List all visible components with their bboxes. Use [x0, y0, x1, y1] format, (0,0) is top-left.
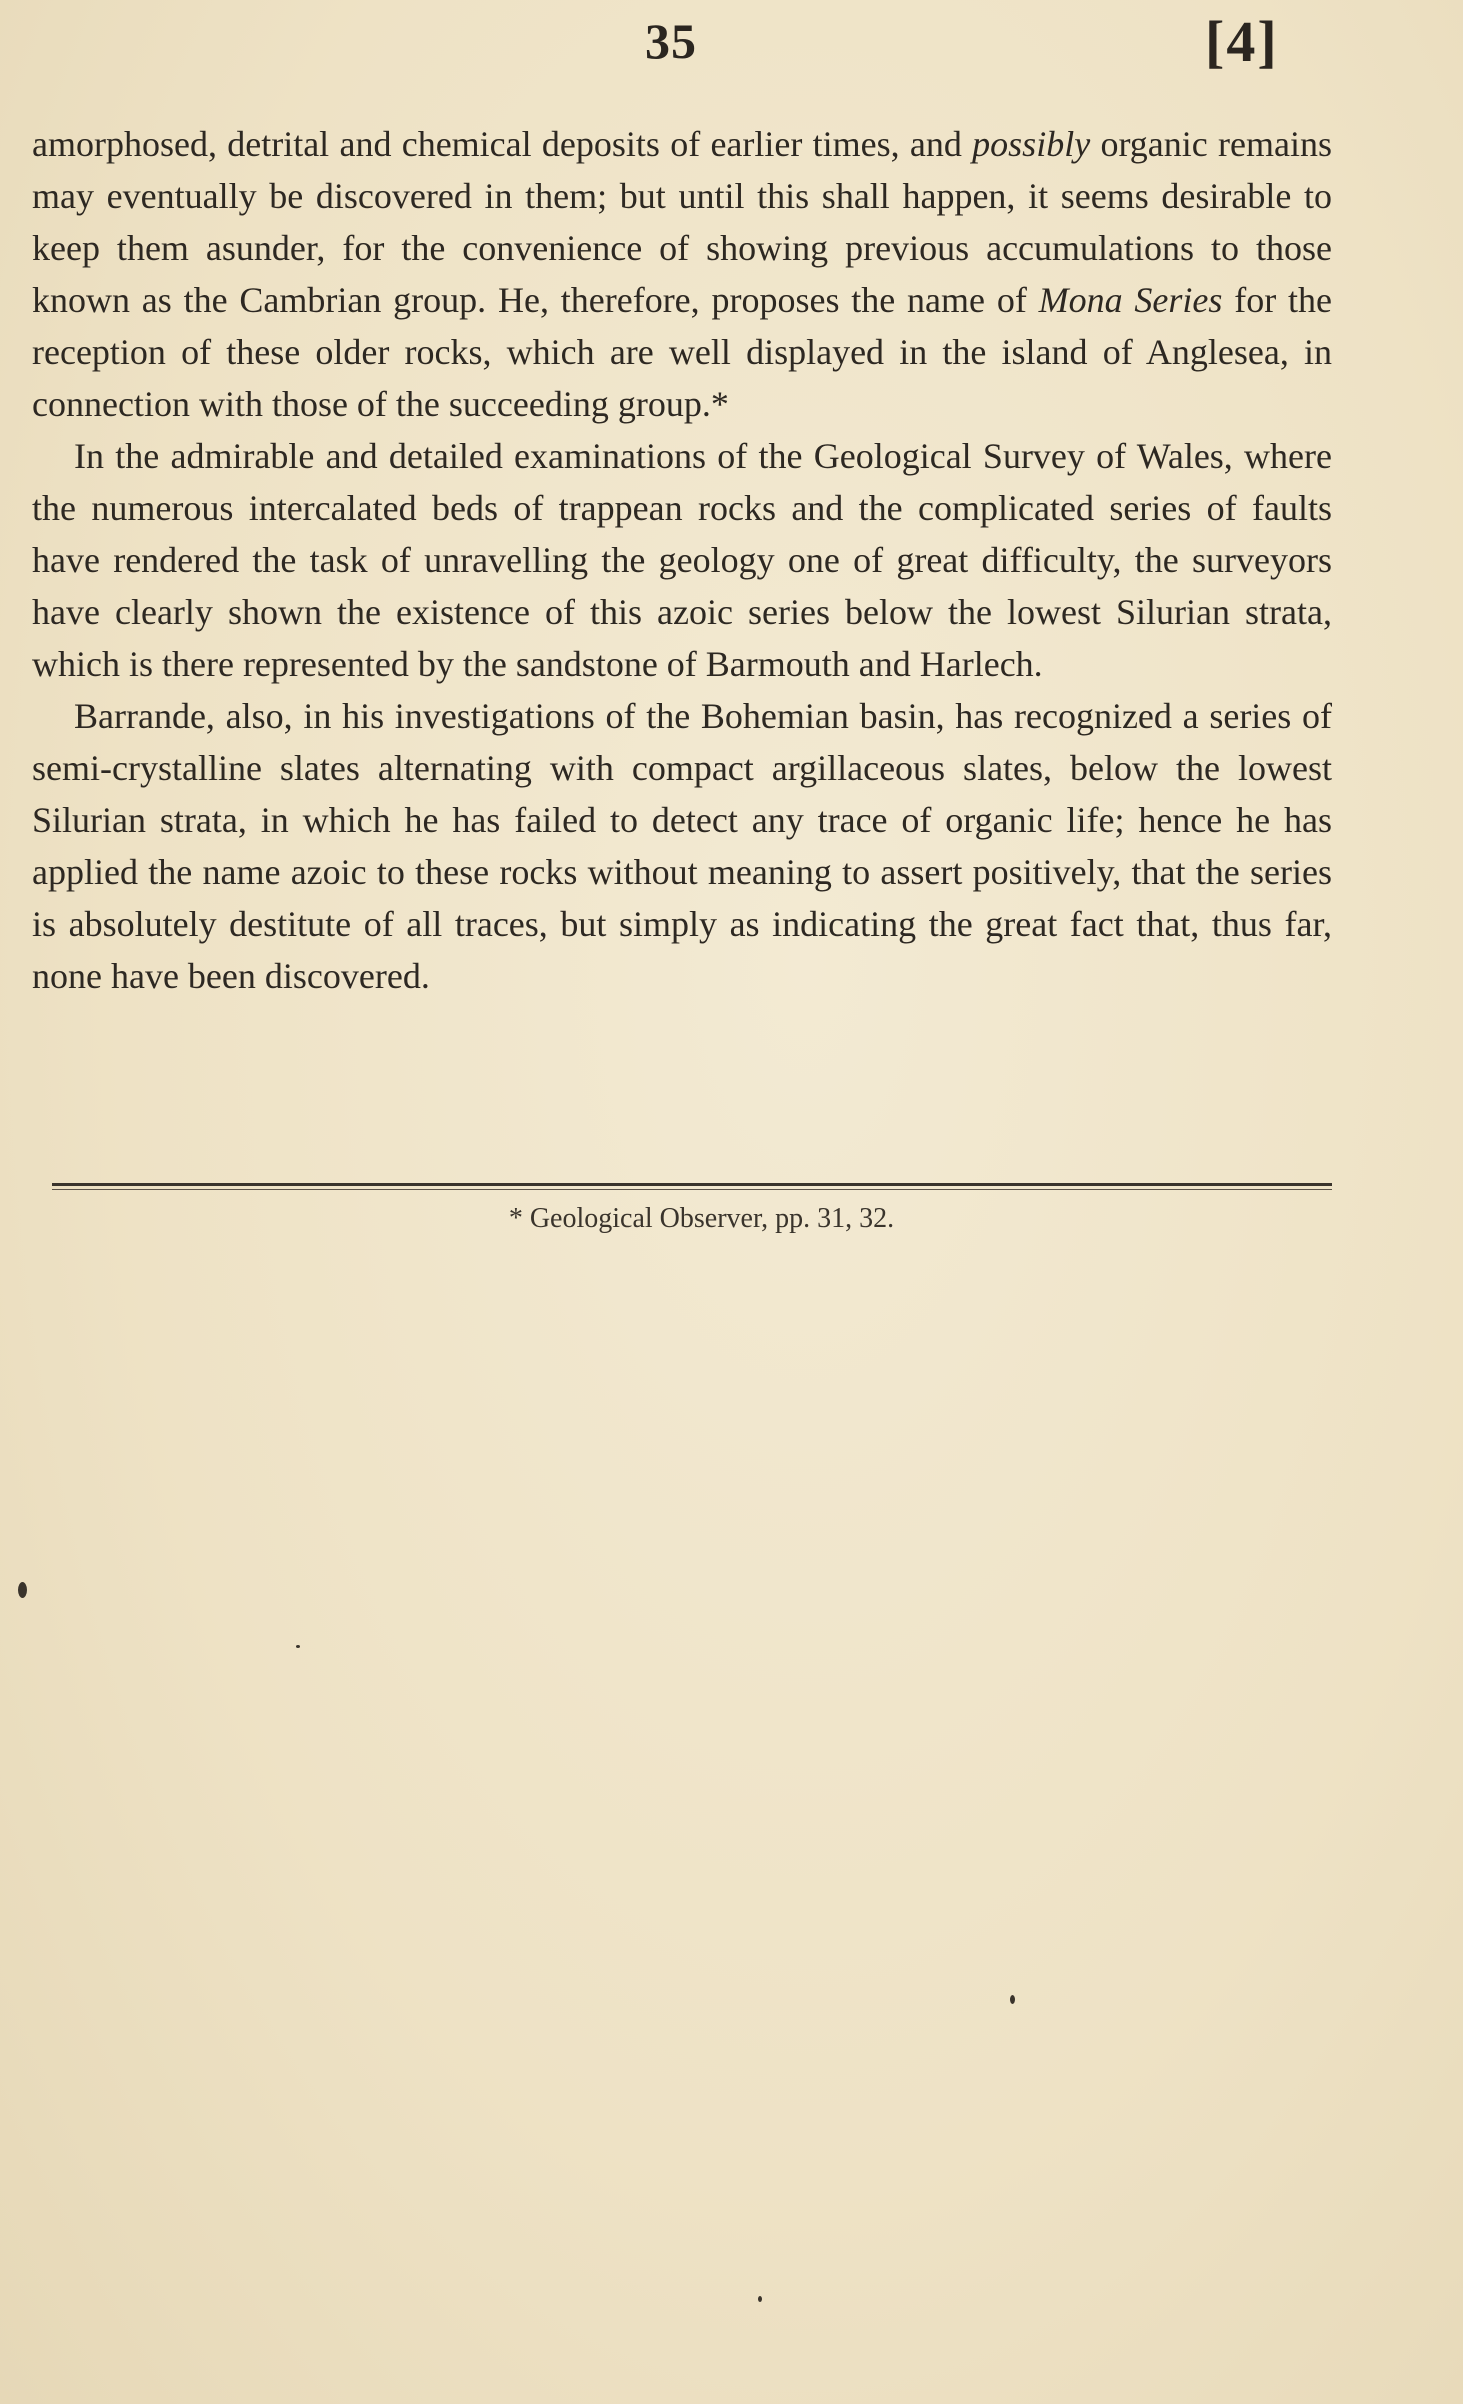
footnote-rule-thin [52, 1189, 1332, 1190]
paper-speck [18, 1582, 27, 1598]
paragraph-1-text-b: organic remains may eventually be discovered in them; but until this shall happen, it seems desirable to keep them asunder, for the convenience of showing previous accumulations to those known as the Cambrian group. He, therefore, proposes the name of [32, 124, 1332, 320]
signature-mark: [4] [1205, 9, 1279, 74]
paper-speck [758, 2296, 762, 2302]
footnote [0, 1203, 1463, 1235]
paper-speck [296, 1645, 300, 1648]
paper-speck [1010, 1995, 1015, 2004]
paragraph-1-italic-possibly: possibly [972, 124, 1091, 164]
paragraph-1-italic-mona-series: Mona Series [1038, 280, 1223, 320]
body-text [32, 118, 1332, 1002]
footnote-rule [52, 1183, 1332, 1186]
page-header [0, 8, 1463, 74]
paragraph-1-text-c: for the reception of these older rocks, which are well displayed in the island of Anglesea, in connection with those of the succeeding group.* [32, 280, 1332, 424]
footnote-text: * Geological Observer, pp. 31, 32. [508, 1203, 895, 1234]
page-number: 35 [645, 13, 697, 69]
paragraph-1-text-a: amorphosed, detrital and chemical deposits of earlier times, and [32, 124, 973, 164]
paragraph-3: Barrande, also, in his investigations of the Bohemian basin, has recognized a series of semi-crystalline slates alternating with compact argillaceous slates, below the lowest Silurian strata, in which he has failed to detect any trace of organic life; hence he has applied the name azoic to these rocks without meaning to assert positively, that the series is absolutely destitute of all traces, but simply as indicating the great fact that, thus far, none have been discovered. [32, 696, 1332, 996]
paragraph-2: In the admirable and detailed examinations of the Geological Survey of Wales, where the numerous intercalated beds of trappean rocks and the complicated series of faults have rendered the task of unravelling the geology one of great difficulty, the surveyors have clearly shown the existence of this azoic series below the lowest Silurian strata, which is there represented by the sandstone of Barmouth and Harlech. [32, 436, 1332, 684]
paragraph-1 [32, 118, 1332, 430]
